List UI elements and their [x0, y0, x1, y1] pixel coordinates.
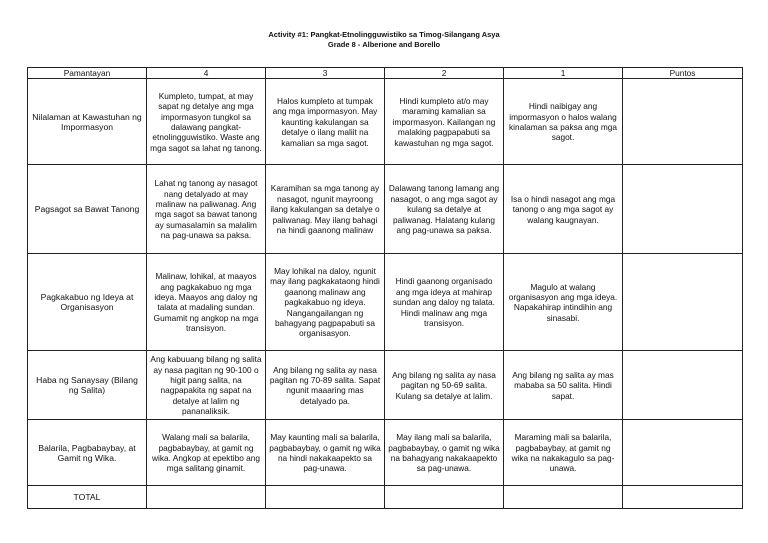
total-label: TOTAL: [28, 486, 147, 509]
score-4-cell: Kumpleto, tumpat, at may sapat ng detalye ang mga impormasyon tungkol sa dalawang pangkat-etnolingguwistiko. Waste ang mga sagot sa lahat ng tanong.: [147, 79, 266, 165]
score-3-cell: Halos kumpleto at tumpak ang mga impormasyon. May kaunting kakulangan sa detalye o ilang maliit na kamalian sa mga sagot.: [266, 79, 385, 165]
header-score-4: 4: [147, 68, 266, 79]
score-2-cell: Dalawang tanong lamang ang nasagot, o ang mga sagot ay kulang sa detalye at paliwanag. Halatang kulang ang pag-unawa sa paksa.: [385, 165, 504, 254]
score-4-cell: Malinaw, lohikal, at maayos ang pagkakabuo ng mga ideya. Maayos ang daloy ng talata at madaling sundan. Gumamit ng angkop na mga transisyon.: [147, 254, 266, 351]
header-score-2: 2: [385, 68, 504, 79]
total-row: [28, 486, 743, 509]
score-3-cell: May lohikal na daloy, ngunit may ilang pagkakataong hindi gaanong malinaw ang pagkakabuo ng ideya. Nangangailangan ng bahagyang pagpapabuti sa organisasyon.: [266, 254, 385, 351]
criterion-cell: Pagsagot sa Bawat Tanong: [28, 165, 147, 254]
points-cell[interactable]: [623, 165, 743, 254]
score-3-cell: May kaunting mali sa balarila, pagbabaybay, o gamit ng wika na hindi nakakaapekto sa pag-unawa.: [266, 420, 385, 486]
rubric-row: [28, 79, 743, 165]
empty-cell: [385, 486, 504, 509]
criterion-cell: Pagkakabuo ng Ideya at Organisasyon: [28, 254, 147, 351]
score-1-cell: Hindi naibigay ang impormasyon o halos walang kinalaman sa paksa ang mga sagot.: [504, 79, 623, 165]
document-header: [0, 30, 768, 50]
rubric-row: [28, 351, 743, 420]
empty-cell: [266, 486, 385, 509]
header-score-1: 1: [504, 68, 623, 79]
criterion-cell: Nilalaman at Kawastuhan ng Impormasyon: [28, 79, 147, 165]
header-score-3: 3: [266, 68, 385, 79]
header-criterion: Pamantayan: [28, 68, 147, 79]
points-cell[interactable]: [623, 351, 743, 420]
score-4-cell: Ang kabuuang bilang ng salita ay nasa pagitan ng 90-100 o higit pang salita, na nagpapakita ng sapat na detalye at lalim ng pananaliksik.: [147, 351, 266, 420]
rubric-table: [27, 67, 743, 509]
score-3-cell: Ang bilang ng salita ay nasa pagitan ng 70-89 salita. Sapat ngunit maaaring mas detalyado pa.: [266, 351, 385, 420]
rubric-row: [28, 420, 743, 486]
empty-cell: [147, 486, 266, 509]
score-2-cell: Ang bilang ng salita ay nasa pagitan ng 50-69 salita. Kulang sa detalye at lalim.: [385, 351, 504, 420]
score-1-cell: Isa o hindi nasagot ang mga tanong o ang mga sagot ay walang kaugnayan.: [504, 165, 623, 254]
document-subtitle: Grade 8 - Alberione and Borello: [327, 40, 441, 49]
rubric-row: [28, 254, 743, 351]
score-4-cell: Walang mali sa balarila, pagbabaybay, at gamit ng wika. Angkop at epektibo ang mga salitang ginamit.: [147, 420, 266, 486]
criterion-cell: Haba ng Sanaysay (Bilang ng Salita): [28, 351, 147, 420]
score-2-cell: May ilang mali sa balarila, pagbabaybay, o gamit ng wika na bahagyang nakakaapekto sa pag-unawa.: [385, 420, 504, 486]
points-cell[interactable]: [623, 254, 743, 351]
rubric-header-row: [28, 68, 743, 79]
empty-cell: [504, 486, 623, 509]
score-2-cell: Hindi kumpleto at/o may maraming kamalian sa impormasyon. Kailangan ng malaking pagpapabuti sa kawastuhan ng mga sagot.: [385, 79, 504, 165]
score-3-cell: Karamihan sa mga tanong ay nasagot, ngunit mayroong ilang kakulangan sa detalye o paliwanag. May ilang bahagi na hindi gaanong malinaw: [266, 165, 385, 254]
criterion-cell: Balarila, Pagbabaybay, at Gamit ng Wika.: [28, 420, 147, 486]
score-2-cell: Hindi gaanong organisado ang mga ideya at mahirap sundan ang daloy ng talata. Hindi malinaw ang mga transisyon.: [385, 254, 504, 351]
rubric-row: [28, 165, 743, 254]
score-1-cell: Magulo at walang organisasyon ang mga ideya. Napakahirap intindihin ang sinasabi.: [504, 254, 623, 351]
score-4-cell: Lahat ng tanong ay nasagot nang detalyado at may malinaw na paliwanag. Ang mga sagot sa bawat tanong ay sumasalamin sa malalim na pag-unawa sa paksa.: [147, 165, 266, 254]
score-1-cell: Maraming mali sa balarila, pagbabaybay, at gamit ng wika na nakakagulo sa pag-unawa.: [504, 420, 623, 486]
points-cell[interactable]: [623, 79, 743, 165]
total-points-cell[interactable]: [623, 486, 743, 509]
points-cell[interactable]: [623, 420, 743, 486]
header-points: Puntos: [623, 68, 743, 79]
document-title: Activity #1: Pangkat-Etnolingguwistiko sa Timog-Silangang Asya: [268, 30, 500, 39]
score-1-cell: Ang bilang ng salita ay mas mababa sa 50 salita. Hindi sapat.: [504, 351, 623, 420]
